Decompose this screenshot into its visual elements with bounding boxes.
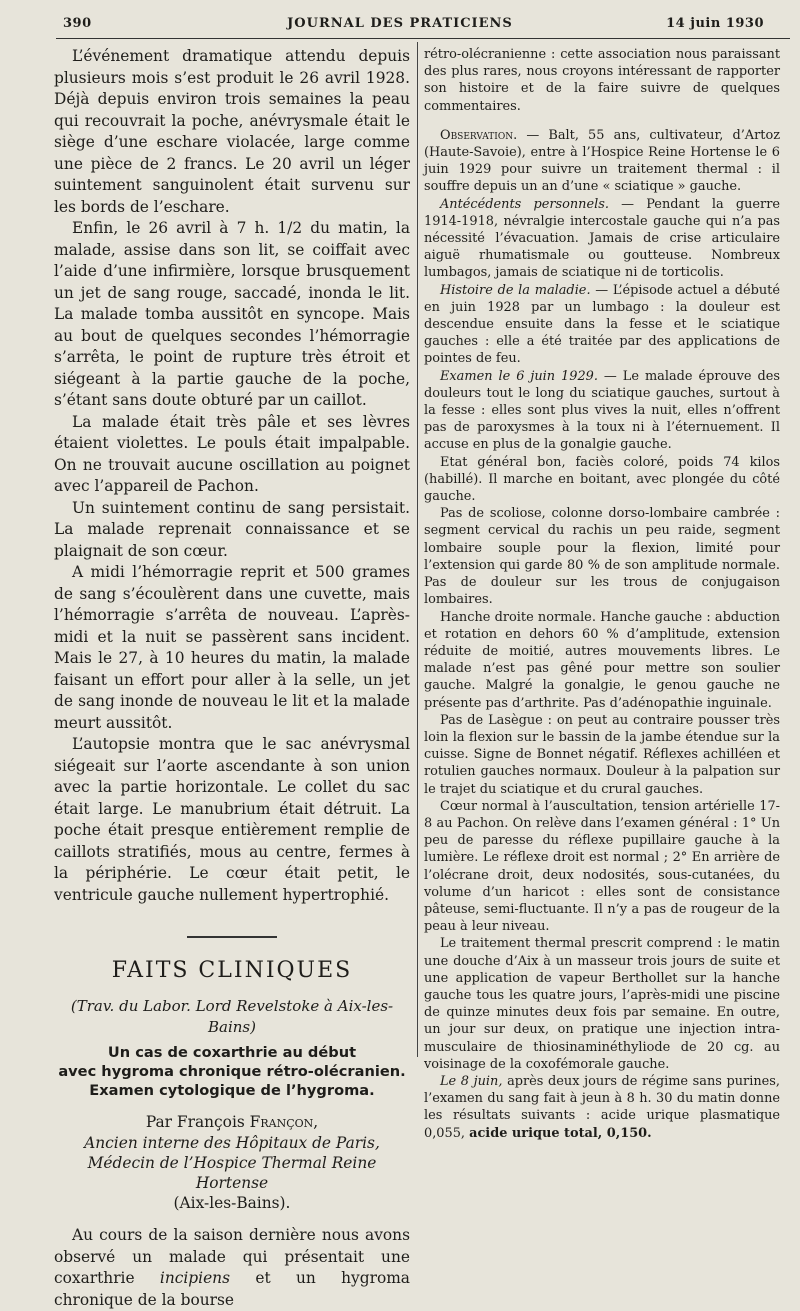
- left-column: [54, 46, 410, 1311]
- text-run: — L’épisode actuel a débuté en juin 1928 par un lumbago : la douleur est descendue ensuite dans la fesse et le sciatique gauches : elle a été traitée par des applications de pointes de feu.: [424, 282, 780, 367]
- paragraph: [424, 368, 780, 454]
- paragraph: La malade était très pâle et ses lèvres étaient violettes. Le pouls était impalpable. On ne trouvait aucune oscillation au poignet avec l’appareil de Pachon.: [54, 412, 410, 495]
- observation-heading: Observation.: [440, 127, 518, 143]
- issue-date: 14 juin 1930: [666, 16, 764, 31]
- paragraph: A midi l’hémorragie reprit et 500 grames de sang s’écoulèrent dans une cuvette, mais l’hémorragie s’arrêta de nouveau. L’après-midi et la nuit se passèrent sans incident. Mais le 27, à 10 heures du matin, la malade faisant un effort pour aller à la selle, un jet de sang inonde de nouveau le lit et la malade meurt aussitôt.: [54, 563, 410, 732]
- page-number: 390: [63, 16, 92, 31]
- section-title: FAITS CLINIQUES: [111, 958, 353, 983]
- text-run: — Balt, 55 ans, cultivateur, d’Artoz (Haute-Savoie), entre à l’Hospice Reine Hortense le 6 juin 1929 pour suivre un traitement thermal : il souffre depuis un an d’une « sciatique » gauche.: [424, 127, 780, 195]
- lab-credit: (Trav. du Labor. Lord Revelstoke à Aix-les-Bains): [70, 996, 394, 1036]
- paragraph: Le traitement thermal prescrit comprend : le matin une douche d’Aix à un masseur trois jours de suite et une application de vapeur Berthollet sur la hanche gauche tous les quatre jours, l’après-midi une piscine de quinze minutes deux fois par semaine. En outre, un jour sur deux, on pratique une injection intra-musculaire de thiosinaminéthyliode de 20 cg. au voisinage de la coxofémorale gauche.: [424, 936, 780, 1072]
- byline: [54, 1112, 410, 1134]
- affiliation: Ancien interne des Hôpitaux de Paris,: [84, 1134, 380, 1152]
- paragraph: [424, 1073, 780, 1142]
- subsection-heading: Examen le 6 juin 1929.: [440, 368, 598, 384]
- paragraph: L’autopsie montra que le sac anévrysmal siégeait sur l’aorte ascendante à son union avec la partie horizontale. Le collet du sac était large. Le manubrium était détruit. La poche était presque entièrement remplie de caillots stratifiés, mous au centre, fermes à la périphérie. Le cœur était petit, le ventricule gauche nullement hypertrophié.: [54, 735, 410, 904]
- header-rule: [56, 38, 790, 39]
- subsection-heading: Antécédents personnels.: [440, 196, 609, 212]
- paragraph: Un suintement continu de sang persistait. La malade reprenait connaissance et se plaignait de son cœur.: [54, 498, 410, 560]
- text-run: — Pendant la guerre 1914-1918, névralgie intercostale gauche qui n’a pas nécessité l’évacuation. Jamais de crise articulaire aiguë rhumatismale ou goutteuse. Nombreux lumbagos, jamais de sciatique ni de torticolis.: [424, 196, 780, 281]
- paragraph: Etat général bon, faciès coloré, poids 74 kilos (habillé). Il marche en boitant, avec plongée du côté gauche.: [424, 454, 780, 505]
- italic-term: incipiens: [159, 1269, 230, 1287]
- article-title-line: avec hygroma chronique rétro-olécranien.: [58, 1062, 406, 1080]
- paragraph: [424, 127, 780, 196]
- journal-title: JOURNAL DES PRATICIENS: [287, 16, 513, 31]
- section-rule: [187, 936, 277, 938]
- article-title-line: Examen cytologique de l’hygroma.: [89, 1081, 375, 1099]
- paragraph: [54, 1225, 410, 1311]
- column-divider: [417, 42, 418, 1057]
- text-run: — Le malade éprouve des douleurs tout le long du sciatique gauches, surtout à la fesse : elles sont plus vives la nuit, elles n’offrent pas de paroxysmes à la toux ni à l’éternuement. Il accuse en plus de la gonalgie gauche.: [424, 368, 780, 453]
- paragraph: rétro-olécranienne : cette association nous paraissant des plus rares, nous croyons intéressant de rapporter son histoire et de la faire suivre de quelques commentaires.: [424, 47, 780, 114]
- article-title-line: Un cas de coxarthrie au début: [107, 1043, 357, 1061]
- paragraph: Pas de Lasègue : on peut au contraire pousser très loin la flexion sur le bassin de la jambe étendue sur la cuisse. Signe de Bonnet négatif. Réflexes achilléen et rotulien gauches normaux. Douleur à la palpation sur le trajet du sciatique et du crural gauches.: [424, 712, 780, 797]
- text-run: après deux jours de régime sans purines, l’examen du sang fait à jeun à 8 h. 30 du matin donne les résultats suivants : acide urique plasmatique 0,055,: [424, 1073, 780, 1141]
- article-title: [54, 1043, 410, 1100]
- paragraph: [424, 196, 780, 282]
- right-column: [424, 46, 780, 1142]
- paragraph: Enfin, le 26 avril à 7 h. 1/2 du matin, la malade, assise dans son lit, se coiffait avec l’aide d’une infirmière, lorsque brusquement un jet de sang rouge, saccadé, inonda le lit. La malade tomba aussitôt en syncope. Mais au bout de quelques secondes l’hémorragie s’arrêta, le point de rupture très étroit et siégeant à la partie gauche de la poche, s’étant sans doute obturé par un caillot.: [54, 219, 410, 409]
- text-run: et un hygroma chronique de la bourse: [54, 1269, 410, 1309]
- paragraph: Hanche droite normale. Hanche gauche : abduction et rotation en dehors 60 % d’amplitude, extension réduite de moitié, autres mouvements libres. Le malade n’est pas gêné pour mettre son soulier gauche. Malgré la gonalgie, le genou gauche ne présente pas d’arthrite. Pas d’adénopathie inguinale.: [424, 609, 780, 711]
- byline-prefix: Par François: [145, 1112, 245, 1131]
- paragraph: Pas de scoliose, colonne dorso-lombaire cambrée : segment cervical du rachis un peu raide, segment lombaire souple pour la flexion, limité pour l’extension qui garde 80 % de son amplitude normale. Pas de douleur sur les trous de conjugaison lombaires.: [424, 506, 780, 608]
- affiliation-place: (Aix-les-Bains).: [173, 1194, 291, 1212]
- running-header: [0, 12, 800, 36]
- date-heading: Le 8 juin,: [440, 1073, 503, 1089]
- paragraph: L’événement dramatique attendu depuis plusieurs mois s’est produit le 26 avril 1928. Déjà depuis environ trois semaines la peau qui recouvrait la poche, anévrysmale était le siège d’une eschare violacée, large comme une pièce de 2 francs. Le 20 avril un léger suintement sanguinolent était survenu sur les bords de l’eschare.: [54, 47, 410, 216]
- paragraph: [424, 282, 780, 368]
- affiliation: Médecin de l’Hospice Thermal Reine Hortense: [87, 1154, 377, 1192]
- author-name: Françon,: [249, 1112, 319, 1131]
- text-run: Au cours de la saison dernière nous avons observé un malade qui présentait une coxarthrie: [54, 1226, 410, 1287]
- paragraph: Cœur normal à l’auscultation, tension artérielle 17-8 au Pachon. On relève dans l’examen général : 1° Un peu de paresse du réflexe pupillaire gauche à la lumière. Le réflexe droit est normal ; 2° En arrière de l’olécrane droit, deux nodosités, sous-cutanées, du volume d’un haricot : elles sont de consistance pâteuse, semi-fluctuante. Il n’y a pas de rougeur de la peau à leur niveau.: [424, 798, 780, 935]
- subsection-heading: Histoire de la maladie.: [440, 282, 591, 298]
- text-run: acide urique total, 0,150.: [469, 1125, 652, 1141]
